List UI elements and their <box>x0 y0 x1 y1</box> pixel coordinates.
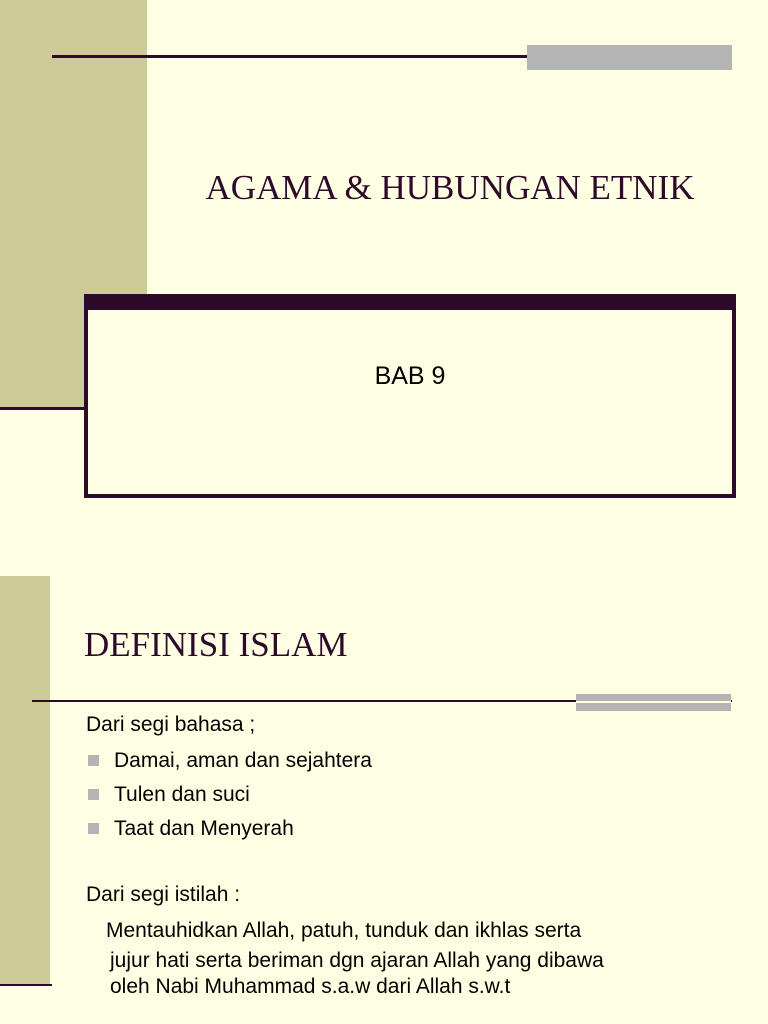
bullet-square-icon <box>88 789 99 800</box>
bullet-square-icon <box>88 755 99 766</box>
slide1-title: AGAMA & HUBUNGAN ETNIK <box>205 168 695 207</box>
section1-heading: Dari segi bahasa ; <box>86 713 256 736</box>
slide2-accent-bar <box>576 694 731 711</box>
bullet-item: Tulen dan suci <box>114 783 250 806</box>
definition-line: Mentauhidkan Allah, patuh, tunduk dan ikhlas serta <box>106 919 582 942</box>
slide1-subtitle-box <box>84 294 736 498</box>
bullet-item: Taat dan Menyerah <box>114 817 294 840</box>
section2-heading: Dari segi istilah : <box>86 883 241 906</box>
definition-line: oleh Nabi Muhammad s.a.w dari Allah s.w.t <box>110 975 511 998</box>
slide2-sidebar <box>0 576 50 986</box>
slide2-title: DEFINISI ISLAM <box>84 625 348 664</box>
slide1-accent-bar <box>527 45 732 70</box>
slide1-subtitle: BAB 9 <box>374 362 446 390</box>
definition-line: jujur hati serta beriman dgn ajaran Allah yang dibawa <box>110 949 604 972</box>
bullet-square-icon <box>88 823 99 834</box>
bullet-item: Damai, aman dan sejahtera <box>114 749 372 772</box>
slide1-side-rule <box>0 407 86 410</box>
slide2-side-rule <box>0 984 52 986</box>
